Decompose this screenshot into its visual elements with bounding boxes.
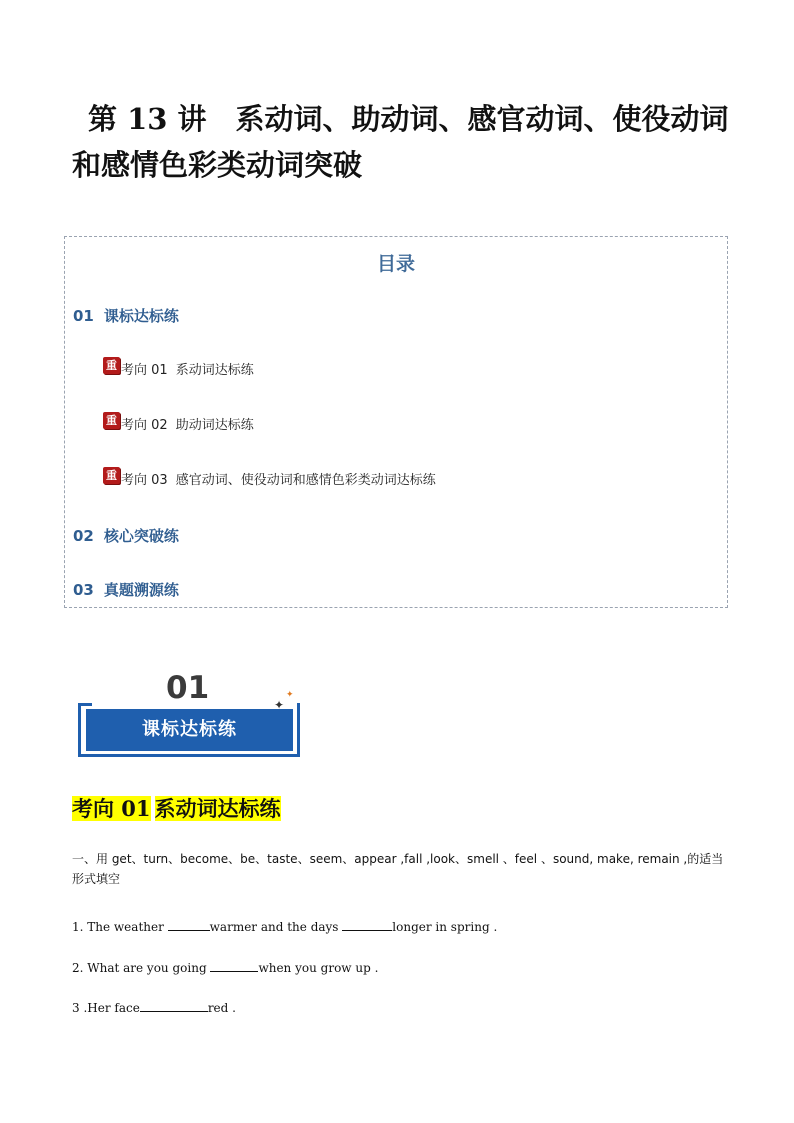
answer-blank[interactable] [210, 958, 258, 972]
sparkle-icon: ✦ [286, 690, 294, 700]
question-text: longer in spring . [392, 920, 498, 934]
toc-section-label: 真题溯源练 [103, 581, 179, 599]
toc-section-number: 03 [73, 581, 94, 599]
question-3 [72, 998, 727, 1018]
key-mark-icon: 重 [103, 357, 120, 374]
toc-section-01[interactable] [73, 305, 179, 326]
badge-number: 01 [166, 670, 210, 706]
section-heading-code: 考向 01 [72, 796, 151, 821]
question-text: 2. What are you going [72, 961, 211, 975]
toc-section-number: 01 [73, 307, 94, 325]
toc-subitem-label: 系动词达标练 [175, 363, 254, 378]
table-of-contents [64, 236, 728, 608]
answer-blank[interactable] [168, 917, 210, 931]
badge-label: 课标达标练 [86, 709, 293, 751]
question-2 [72, 958, 727, 978]
question-text: warmer and the days [209, 920, 343, 934]
toc-section-03[interactable] [73, 579, 179, 600]
toc-subitem-code: 考向 01 [121, 363, 168, 378]
toc-heading: 目录 [376, 253, 415, 275]
toc-subitem-03[interactable] [103, 469, 436, 488]
toc-subitem-label: 助动词达标练 [175, 418, 254, 433]
answer-blank[interactable] [342, 917, 392, 931]
question-text: red . [207, 1001, 236, 1015]
key-mark-icon: 重 [103, 467, 120, 484]
toc-subitem-02[interactable] [103, 414, 254, 433]
page-title: 第 13 讲 系动词、助动词、感官动词、使役动词和感情色彩类动词突破 [72, 102, 729, 182]
toc-section-label: 课标达标练 [103, 307, 179, 325]
question-text: 1. The weather [72, 920, 168, 934]
section-heading-label: 系动词达标练 [154, 796, 281, 821]
toc-subitem-01[interactable] [103, 359, 254, 378]
exercise-instruction: 一、用 get、turn、become、be、taste、seem、appear ,fall ,look、smell 、feel 、sound, make, remain ,的适当形式填空 [72, 852, 724, 886]
section-heading [72, 794, 281, 824]
toc-section-02[interactable] [73, 525, 179, 546]
sparkle-icon: ✦ [274, 698, 285, 712]
toc-section-label: 核心突破练 [103, 527, 179, 545]
question-text: when you grow up . [258, 961, 379, 975]
toc-subitem-label: 感官动词、使役动词和感情色彩类动词达标练 [175, 473, 436, 488]
question-text: 3 .Her face [72, 1001, 140, 1015]
key-mark-icon: 重 [103, 412, 120, 429]
answer-blank[interactable] [140, 998, 208, 1012]
section-badge [78, 670, 304, 762]
question-1 [72, 917, 727, 937]
toc-subitem-code: 考向 03 [121, 473, 168, 488]
toc-section-number: 02 [73, 527, 94, 545]
toc-subitem-code: 考向 02 [121, 418, 168, 433]
